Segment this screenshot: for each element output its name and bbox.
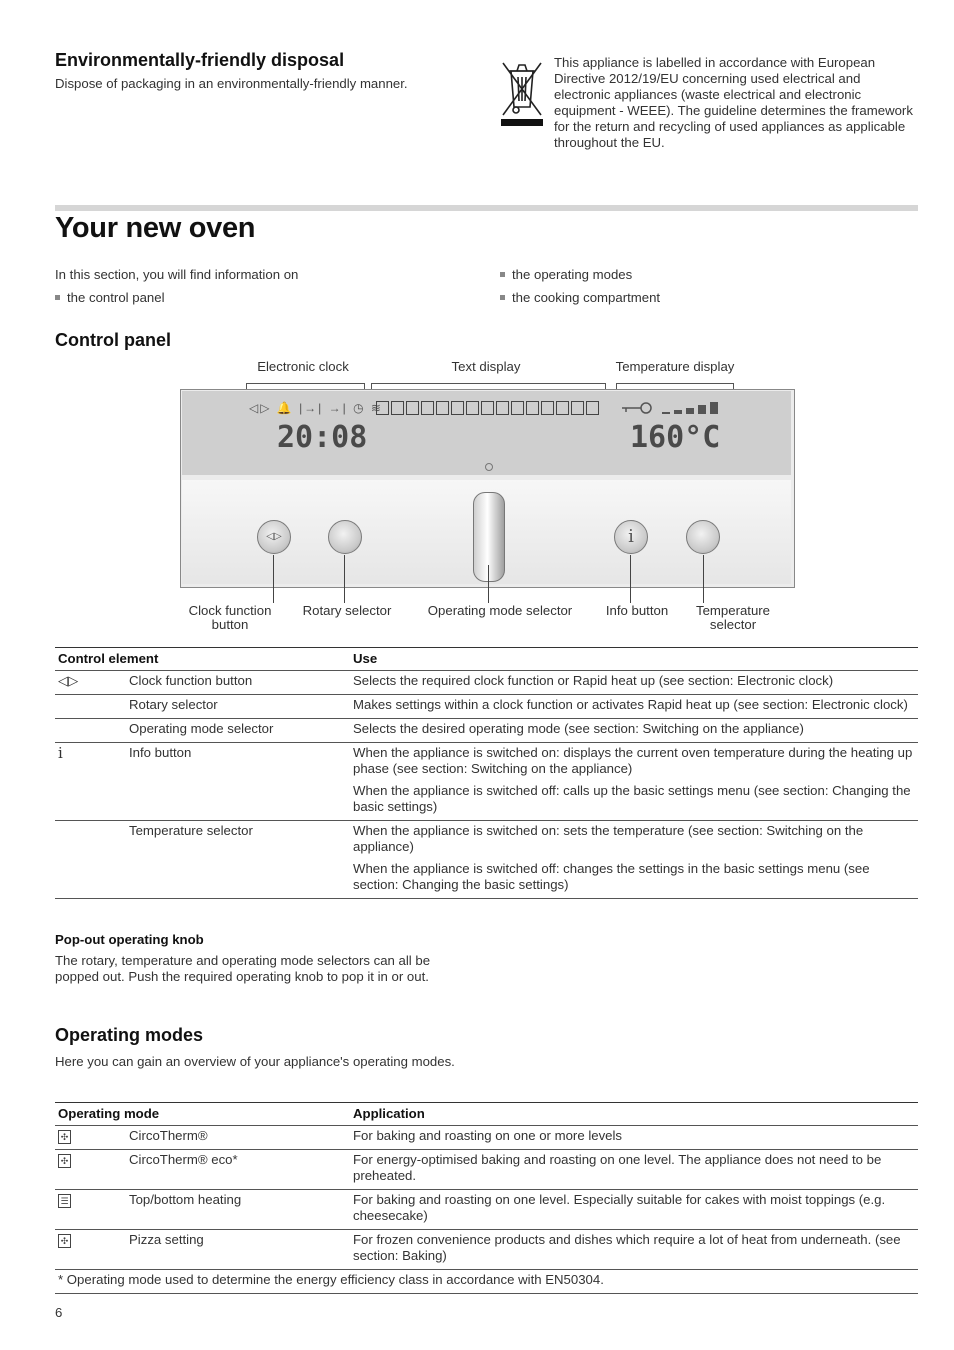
table-row (55, 671, 918, 695)
leader-line (630, 555, 631, 603)
footnote: * Operating mode used to determine the energy efficiency class in accordance with EN50304. (58, 1272, 604, 1287)
column-header: Operating mode (58, 1106, 160, 1121)
control-element-name: Clock function button (129, 673, 253, 688)
table-header-row (55, 1103, 918, 1126)
operating-modes-table (55, 1102, 918, 1294)
label-temperature-display: Temperature display (615, 359, 735, 374)
mode-strip-icon (496, 401, 509, 415)
table-header-row (55, 648, 918, 671)
leader-line (703, 555, 704, 603)
mode-strip-icon (376, 401, 389, 415)
mode-application: For baking and roasting on one or more levels (353, 1128, 623, 1143)
clock-button-symbol: ◁▷ (58, 673, 79, 688)
intro-bullet: the operating modes (500, 267, 632, 283)
mode-strip-icon (571, 401, 584, 415)
operating-modes-text: Here you can gain an overview of your appliance's operating modes. (55, 1054, 455, 1069)
table-footnote-row (55, 1270, 918, 1294)
mode-application: For energy-optimised baking and roasting on one level. The appliance does not need to be preheated. (353, 1152, 882, 1183)
column-header: Application (353, 1106, 425, 1121)
table-row (55, 1190, 918, 1230)
mode-name: CircoTherm® (129, 1128, 208, 1143)
popout-text: The rotary, temperature and operating mode selectors can all be popped out. Push the required operating knob to pop it in or out. (55, 953, 431, 984)
bullet-square-icon (500, 272, 505, 277)
intro-bullet: the cooking compartment (500, 290, 660, 306)
column-header: Control element (58, 651, 159, 666)
clock-function-button[interactable]: ◁▷ (257, 520, 291, 554)
mode-strip-icon (556, 401, 569, 415)
table-row (55, 743, 918, 821)
popout-heading: Pop-out operating knob (55, 932, 204, 947)
top-bottom-heat-icon: ☰ (58, 1194, 71, 1208)
table-row (55, 719, 918, 743)
label-rotary-selector: Rotary selector (302, 603, 392, 618)
mode-strip-icon (406, 401, 419, 415)
label-operating-mode-selector: Operating mode selector (427, 603, 573, 618)
table-row (55, 1150, 918, 1190)
rotary-selector[interactable] (328, 520, 362, 554)
mode-application: For frozen convenience products and dishes which require a lot of heat from underneath. (see section: Baking) (353, 1232, 901, 1263)
control-element-use: Selects the required clock function or Rapid heat up (see section: Electronic clock) (353, 673, 834, 688)
disposal-heading: Environmentally-friendly disposal (55, 50, 345, 70)
control-element-name: Operating mode selector (129, 721, 274, 736)
page-number: 6 (55, 1305, 63, 1320)
label-info-button: Info button (605, 603, 669, 618)
table-row (55, 1126, 918, 1150)
mode-name: Top/bottom heating (129, 1192, 242, 1207)
mode-strip-icon (511, 401, 524, 415)
mode-icon-strip (376, 401, 599, 415)
weee-directive-text: This appliance is labelled in accordance with European Directive 2012/19/EU concerning used electrical and electronic appliances (waste electrical and electronic equipment - WEEE). The guideline determines the framework for the return and recycling of used appliances as applicable throughout the EU. (554, 55, 913, 150)
mode-strip-icon (526, 401, 539, 415)
leader-line (344, 555, 345, 603)
operating-modes-heading: Operating modes (55, 1025, 204, 1045)
mode-name: CircoTherm® eco* (129, 1152, 238, 1167)
control-element-use: When the appliance is switched on: displays the current oven temperature during the heating up phase (see section: Switching on the appliance) When the appliance is switched off: calls up the basic settings menu (see section: Changing the basic settings) (353, 745, 913, 814)
symbol-cell (55, 719, 126, 743)
mode-name: Pizza setting (129, 1232, 204, 1247)
label-electronic-clock: Electronic clock (257, 359, 349, 374)
clock-function-icons: ◁▷ 🔔 |→| →| ◷ ≋ (249, 401, 383, 415)
temperature-selector[interactable] (686, 520, 720, 554)
intro-text: In this section, you will find information on (55, 267, 299, 282)
label-clock-function-button: Clock function button (188, 603, 272, 632)
table-row (55, 821, 918, 899)
control-element-name: Info button (129, 745, 192, 760)
temperature-readout: 160°C (630, 420, 721, 455)
mode-strip-icon (586, 401, 599, 415)
symbol-cell (55, 695, 126, 719)
intro-bullet: the control panel (55, 290, 165, 306)
table-row (55, 695, 918, 719)
control-panel-heading: Control panel (55, 330, 171, 350)
leader-line (488, 565, 489, 603)
control-element-use: Makes settings within a clock function or activates Rapid heat up (see section: Electronic clock) (353, 697, 908, 712)
bullet-square-icon (500, 295, 505, 300)
control-element-table (55, 647, 918, 899)
operating-mode-selector[interactable] (473, 492, 505, 582)
key-and-heat-bars-icon (620, 401, 720, 415)
table-row (55, 1230, 918, 1270)
fan-icon: ✣ (58, 1130, 71, 1144)
control-element-use: When the appliance is switched on: sets the temperature (see section: Switching on the appliance) When the appliance is switched off: changes the settings in the basic settings menu (see section: Changing the basic settings) (353, 823, 870, 892)
control-element-name: Temperature selector (129, 823, 253, 838)
control-element-name: Rotary selector (129, 697, 218, 712)
control-element-use: Selects the desired operating mode (see section: Switching on the appliance) (353, 721, 804, 736)
label-text-display: Text display (451, 359, 521, 374)
mode-strip-icon (541, 401, 554, 415)
label-temperature-selector: Temperature selector (695, 603, 771, 632)
info-button[interactable]: i (614, 520, 648, 554)
disposal-text: Dispose of packaging in an environmentally-friendly manner. (55, 76, 408, 91)
bullet-square-icon (55, 295, 60, 300)
indicator-light (485, 463, 493, 471)
leader-line (273, 555, 274, 603)
column-header: Use (353, 651, 378, 666)
fan-eco-icon: ✣ (58, 1154, 71, 1168)
symbol-cell (55, 821, 126, 899)
mode-strip-icon (451, 401, 464, 415)
mode-strip-icon (391, 401, 404, 415)
page-title: Your new oven (55, 212, 256, 244)
mode-application: For baking and roasting on one level. Especially suitable for cakes with moist toppings (e.g. cheesecake) (353, 1192, 886, 1223)
mode-strip-icon (481, 401, 494, 415)
crossed-out-wheelie-bin-icon (499, 57, 545, 127)
clock-readout: 20:08 (277, 420, 368, 455)
mode-strip-icon (421, 401, 434, 415)
pizza-icon: ✣ (58, 1234, 71, 1248)
section-divider (55, 205, 918, 211)
info-symbol: i (58, 744, 63, 762)
mode-strip-icon (466, 401, 479, 415)
mode-strip-icon (436, 401, 449, 415)
